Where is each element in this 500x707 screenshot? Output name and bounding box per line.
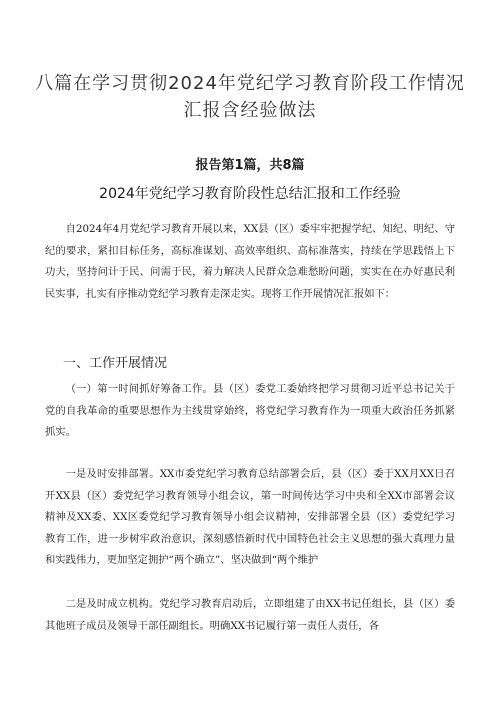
- section-paragraph-1: （一）第一时间抓好筹备工作。县（区）委党工委始终把学习贯彻习近平总书记关于党的自我革命的重要思想作为主线贯穿始终，将党纪学习教育作为一项重大政治任务抓紧抓实。: [45, 383, 455, 438]
- section-paragraph-3: 二是及时成立机构。党纪学习教育启动后，立即组建了由XX书记任组长，县（区）委其他班子成员及领导干部任副组长。明确XX书记履行第一责任人责任，各: [45, 598, 455, 632]
- section-heading: 一、工作开展情况: [63, 356, 168, 371]
- intro-paragraph: 自2024年4月党纪学习教育开展以来，XX县（区）委牢牢把握学纪、知纪、明纪、守纪的要求，紧扣目标任务，高标准谋划、高效率组织、高标准落实，持续在学思践悟上下功夫，坚持问计于民、问需于民，着力解决人民群众急难愁盼问题，实实在在办好惠民利民实事，扎实有序推动党纪学习教育走深走实。现将工作开展情况汇报如下：: [45, 223, 455, 300]
- part-label: 报告第1篇，共8篇: [195, 158, 305, 173]
- document-title: [20, 70, 480, 124]
- page-bottom-fade: [0, 695, 500, 707]
- report-subtitle: 2024年党纪学习教育阶段性总结汇报和工作经验: [99, 186, 401, 202]
- document-title-line-1: 八篇在学习贯彻2024年党纪学习教育阶段工作情况: [35, 73, 465, 94]
- section-paragraph-2: 一是及时安排部署。XX市委党纪学习教育总结部署会后，县（区）委于XX月XX日召开XX县（区）委党纪学习教育领导小组会议，第一时间传达学习中央和全XX市部署会议精神及XX委、XX区委党纪学习教育领导小组会议精神，安排部署全县（区）委党纪学习教育工作，进一步树牢政治意识，深刻感悟新时代中国特色社会主义思想的强大真理力量和实践伟力，更加坚定拥护“两个确立”、坚决做到“两个维护: [45, 468, 455, 566]
- document-title-line-2: 汇报含经验做法: [183, 100, 317, 121]
